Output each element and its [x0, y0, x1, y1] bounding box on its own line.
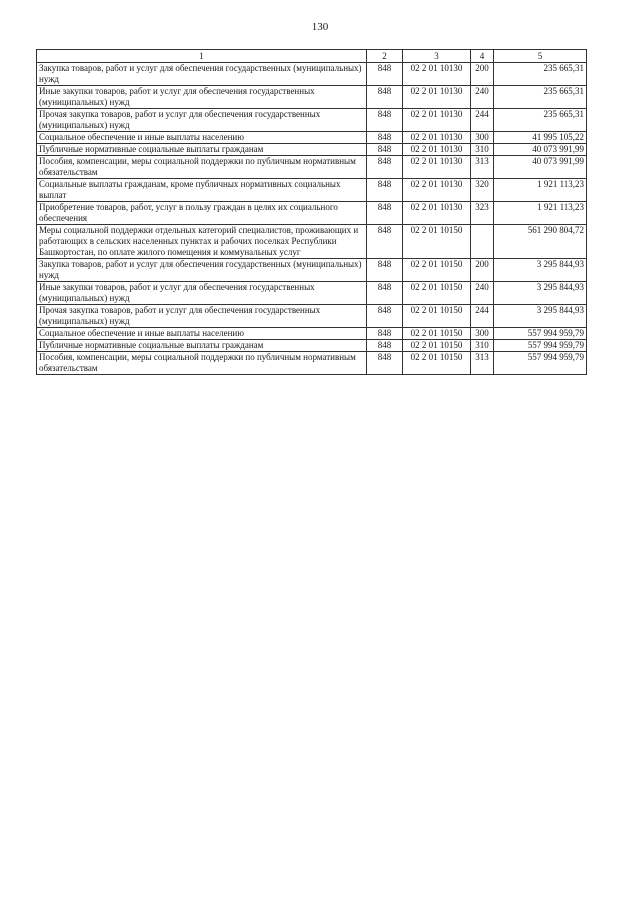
row-type: 323 — [471, 202, 494, 225]
row-name: Пособия, компенсации, меры социальной поддержки по публичным нормативным обязательствам — [37, 156, 367, 179]
row-code: 848 — [367, 352, 403, 375]
column-header-4: 4 — [471, 50, 494, 63]
table-row — [37, 144, 587, 156]
row-name: Прочая закупка товаров, работ и услуг для обеспечения государственных (муниципальных) нужд — [37, 109, 367, 132]
row-article: 02 2 01 10130 — [403, 144, 471, 156]
row-type: 200 — [471, 259, 494, 282]
table-row — [37, 156, 587, 179]
row-amount: 40 073 991,99 — [494, 156, 587, 179]
table-row — [37, 225, 587, 259]
row-amount: 561 290 804,72 — [494, 225, 587, 259]
row-code: 848 — [367, 63, 403, 86]
row-amount: 3 295 844,93 — [494, 305, 587, 328]
row-name: Иные закупки товаров, работ и услуг для обеспечения государственных (муниципальных) нужд — [37, 282, 367, 305]
row-type — [471, 225, 494, 259]
row-article: 02 2 01 10150 — [403, 225, 471, 259]
row-type: 310 — [471, 340, 494, 352]
budget-table — [36, 49, 587, 375]
row-type: 240 — [471, 282, 494, 305]
row-code: 848 — [367, 156, 403, 179]
row-article: 02 2 01 10130 — [403, 86, 471, 109]
row-amount: 41 995 105,22 — [494, 132, 587, 144]
table-row — [37, 282, 587, 305]
row-code: 848 — [367, 259, 403, 282]
table-row — [37, 305, 587, 328]
row-name: Закупка товаров, работ и услуг для обеспечения государственных (муниципальных) нужд — [37, 63, 367, 86]
row-code: 848 — [367, 86, 403, 109]
row-amount: 3 295 844,93 — [494, 259, 587, 282]
row-amount: 557 994 959,79 — [494, 328, 587, 340]
row-type: 300 — [471, 132, 494, 144]
table-row — [37, 259, 587, 282]
row-code: 848 — [367, 225, 403, 259]
row-type: 320 — [471, 179, 494, 202]
row-code: 848 — [367, 328, 403, 340]
row-type: 310 — [471, 144, 494, 156]
row-amount: 3 295 844,93 — [494, 282, 587, 305]
table-row — [37, 86, 587, 109]
table-row — [37, 352, 587, 375]
row-article: 02 2 01 10150 — [403, 328, 471, 340]
row-name: Пособия, компенсации, меры социальной поддержки по публичным нормативным обязательствам — [37, 352, 367, 375]
row-amount: 235 665,31 — [494, 86, 587, 109]
row-name: Иные закупки товаров, работ и услуг для обеспечения государственных (муниципальных) нужд — [37, 86, 367, 109]
row-article: 02 2 01 10150 — [403, 352, 471, 375]
row-article: 02 2 01 10130 — [403, 109, 471, 132]
row-amount: 235 665,31 — [494, 63, 587, 86]
row-type: 300 — [471, 328, 494, 340]
row-code: 848 — [367, 202, 403, 225]
row-article: 02 2 01 10130 — [403, 202, 471, 225]
row-type: 313 — [471, 352, 494, 375]
row-type: 313 — [471, 156, 494, 179]
row-type: 200 — [471, 63, 494, 86]
row-name: Публичные нормативные социальные выплаты гражданам — [37, 340, 367, 352]
row-code: 848 — [367, 144, 403, 156]
row-amount: 1 921 113,23 — [494, 202, 587, 225]
column-header-1: 1 — [37, 50, 367, 63]
column-header-3: 3 — [403, 50, 471, 63]
column-header-5: 5 — [494, 50, 587, 63]
row-name: Меры социальной поддержки отдельных категорий специалистов, проживающих и работающих в сельских населенных пунктах и рабочих поселках Республики Башкортостан, по оплате жилого помещения и коммунальных услуг — [37, 225, 367, 259]
row-code: 848 — [367, 340, 403, 352]
row-name: Приобретение товаров, работ, услуг в пользу граждан в целях их социального обеспечения — [37, 202, 367, 225]
row-code: 848 — [367, 132, 403, 144]
table-row — [37, 109, 587, 132]
table-row — [37, 179, 587, 202]
row-article: 02 2 01 10150 — [403, 305, 471, 328]
row-article: 02 2 01 10130 — [403, 132, 471, 144]
table-row — [37, 328, 587, 340]
row-type: 240 — [471, 86, 494, 109]
row-amount: 40 073 991,99 — [494, 144, 587, 156]
row-article: 02 2 01 10150 — [403, 282, 471, 305]
table-header-row — [37, 50, 587, 63]
row-name: Закупка товаров, работ и услуг для обеспечения государственных (муниципальных) нужд — [37, 259, 367, 282]
table-row — [37, 202, 587, 225]
row-name: Социальное обеспечение и иные выплаты населению — [37, 328, 367, 340]
page-number: 130 — [311, 21, 329, 33]
row-type: 244 — [471, 305, 494, 328]
row-name: Прочая закупка товаров, работ и услуг для обеспечения государственных (муниципальных) нужд — [37, 305, 367, 328]
table-row — [37, 340, 587, 352]
row-article: 02 2 01 10130 — [403, 179, 471, 202]
row-article: 02 2 01 10150 — [403, 259, 471, 282]
row-code: 848 — [367, 109, 403, 132]
row-code: 848 — [367, 305, 403, 328]
row-code: 848 — [367, 282, 403, 305]
row-name: Социальные выплаты гражданам, кроме публичных нормативных социальных выплат — [37, 179, 367, 202]
row-amount: 1 921 113,23 — [494, 179, 587, 202]
row-type: 244 — [471, 109, 494, 132]
row-amount: 235 665,31 — [494, 109, 587, 132]
column-header-2: 2 — [367, 50, 403, 63]
row-name: Социальное обеспечение и иные выплаты населению — [37, 132, 367, 144]
row-amount: 557 994 959,79 — [494, 340, 587, 352]
row-article: 02 2 01 10150 — [403, 340, 471, 352]
row-name: Публичные нормативные социальные выплаты гражданам — [37, 144, 367, 156]
row-code: 848 — [367, 179, 403, 202]
row-amount: 557 994 959,79 — [494, 352, 587, 375]
table-row — [37, 132, 587, 144]
row-article: 02 2 01 10130 — [403, 63, 471, 86]
row-article: 02 2 01 10130 — [403, 156, 471, 179]
table-row — [37, 63, 587, 86]
